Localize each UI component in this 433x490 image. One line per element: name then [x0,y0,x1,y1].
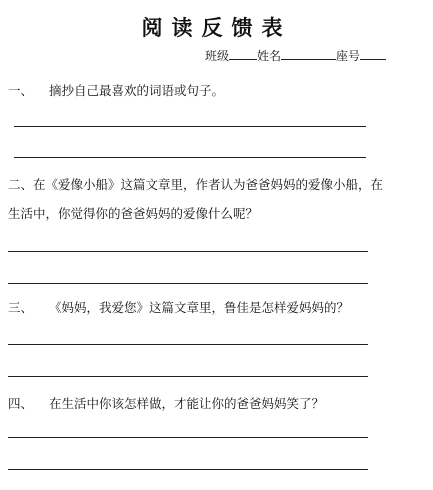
question-2 [8,175,383,193]
answer-line [14,126,366,127]
name-label: 姓名 [257,49,282,63]
question-4-text: 在生活中你该怎样做，才能让你的爸爸妈妈笑了？ [49,396,325,411]
question-4-number: 四、 [8,396,34,411]
name-blank [281,47,336,60]
question-3 [8,298,349,316]
question-3-number: 三、 [8,300,34,315]
answer-line [8,283,368,284]
seat-blank [360,47,386,60]
answer-line [8,344,368,345]
answer-line [8,251,368,252]
question-2-text-line2: 生活中，你觉得你的爸爸妈妈的爱像什么呢？ [8,206,259,221]
answer-line [14,157,366,158]
question-2-text-line1: 在《爱像小船》这篇文章里，作者认为爸爸妈妈的爱像小船，在 [33,177,384,192]
student-info-row [205,47,386,64]
seat-label: 座号 [336,49,361,63]
question-1 [8,81,224,99]
answer-line [8,437,368,438]
question-1-number: 一、 [8,83,34,98]
question-4 [8,394,324,412]
question-2-number: 二、 [8,177,34,192]
page-title: 阅读反馈表 [141,15,292,40]
answer-line [8,376,368,377]
question-2-line2 [8,204,258,222]
question-1-text: 摘抄自己最喜欢的词语或句子。 [49,83,225,98]
class-blank [229,47,257,60]
class-label: 班级 [205,49,230,63]
answer-line [8,469,368,470]
question-3-text: 《妈妈，我爱您》这篇文章里，鲁佳是怎样爱妈妈的？ [49,300,350,315]
